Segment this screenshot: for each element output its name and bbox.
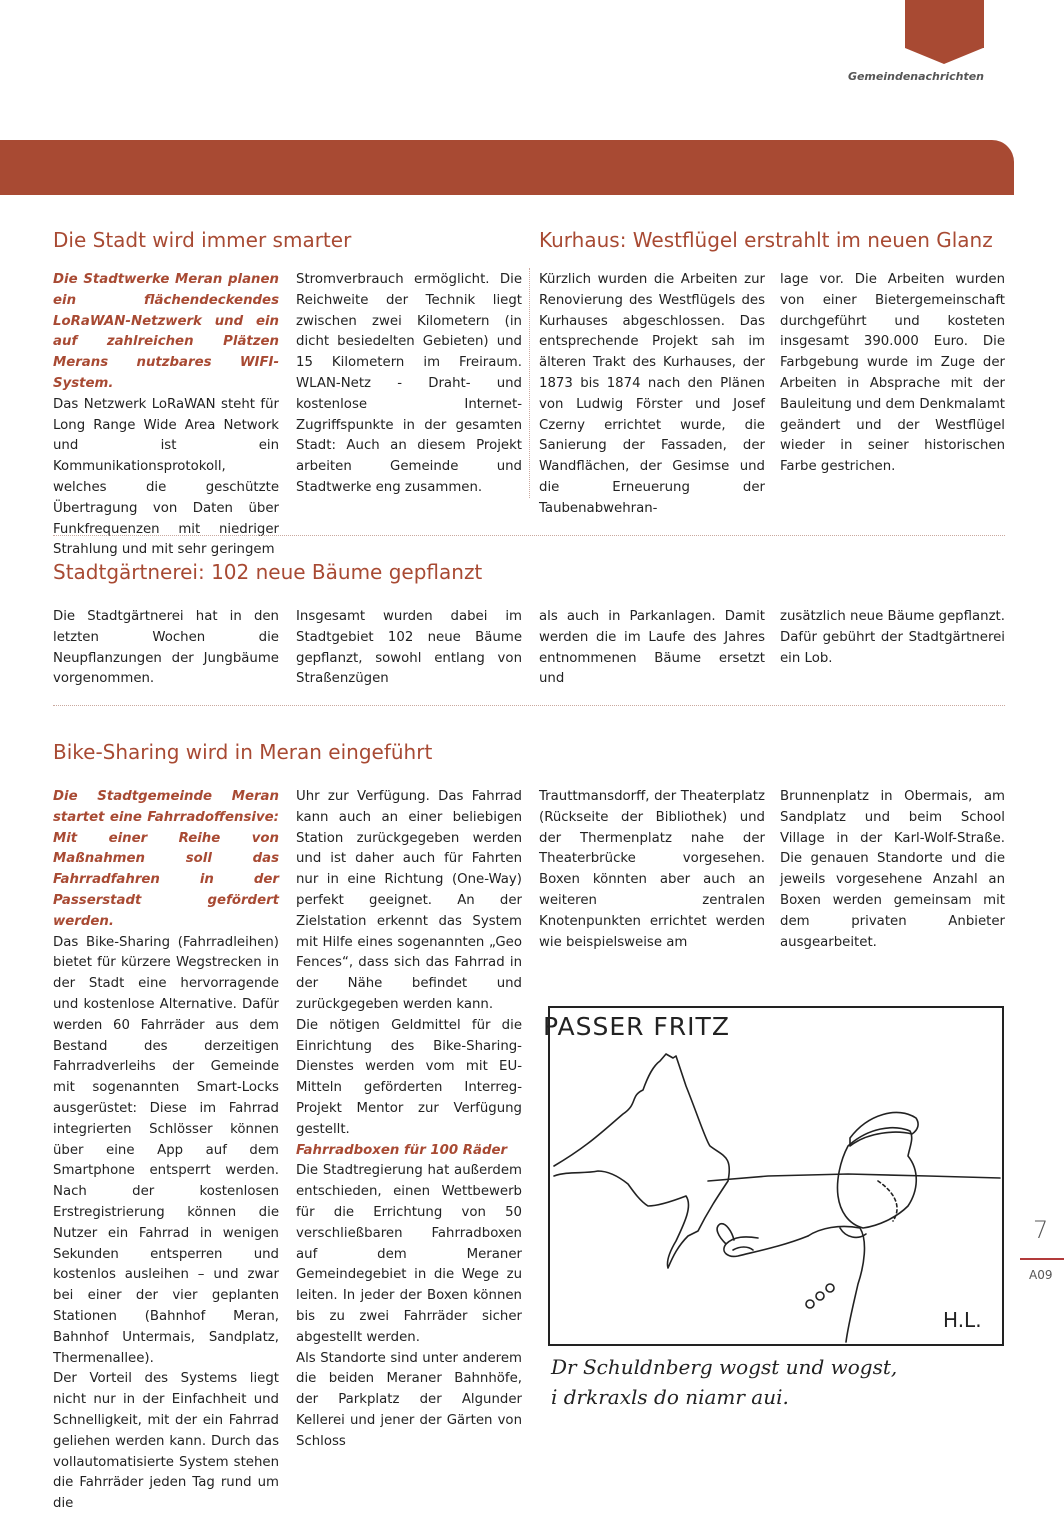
cartoon-title: PASSER FRITZ [543,1012,730,1041]
stadtgaertnerei-col-2 [296,607,522,690]
stadtgaertnerei-col-3 [539,607,765,690]
smart-city-lead: Die Stadtwerke Meran planen ein flächendeckendes LoRaWAN-Netzwerk und ein auf zahlreichen Plätzen Merans nutzbares WIFI-System. [53,272,279,391]
bike-sharing-col4: Brunnenplatz in Obermais, am Sandplatz und beim School Village in der Karl-Wolf-Straße. Die genauen Standorte und die jeweils vorgesehene Anzahl an Boxen werden gemeinsam mit dem privaten Anbieter ausgearbeitet. [780,789,1005,950]
bike-sharing-title: Bike-Sharing wird in Meran eingeführt [53,740,433,764]
man-cap [850,1112,918,1146]
man-arm [724,1236,808,1256]
page-rule [1020,1258,1064,1260]
cartoon-caption [551,1352,897,1412]
bike-sharing-col1-p2: Der Vorteil des Systems liegt nicht nur in der Einfachheit und Schnelligkeit, mit der ein Fahrrad geliehen werden kann. Durch das vollautomatisierte System stehen die Fahrräder jeden Tag rund um die [53,1371,279,1512]
section-tab [905,0,984,48]
bike-sharing-subhead: Fahrradboxen für 100 Räder [296,1142,508,1158]
section-label: Gemeindenachrichten [847,70,984,83]
kurhaus-title: Kurhaus: Westflügel erstrahlt im neuen Glanz [539,228,993,252]
smart-city-body-1: Das Netzwerk LoRaWAN steht für Long Range Wide Area Network und ist ein Kommunikationsprotokoll, welches die geschützte Übertragung von Daten über Funkfrequenzen mit niedriger Strahlung und mit sehr geringem [53,396,279,558]
man-body [808,1226,864,1342]
bike-sharing-col-1 [53,787,279,1515]
cartoon-signature: H.L. [943,1308,982,1332]
button-3 [826,1284,834,1292]
bike-sharing-col1-p1: Das Bike-Sharing (Fahrradleihen) bietet für kürzere Wegstrecken in der Stadt eine hervorragende und kostenlose Alternative. Dafür werden 60 Fahrräder aus dem Bestand des derzeitigen Fahrradverleihs der Gemeinde mit sogenannten Smart-Locks ausgerüstet: Diese im Fahrrad integrierten Schlösser können über eine App auf dem Smartphone entsperrt werden. Nach der kostenlosen Erstregistrierung können die Nutzer ein Fahrrad in wenigen Sekunden entsperren und kostenlos ausleihen – und zwar bei einer der vier geplanten Stationen (Bahnhof Meran, Bahnhof Untermais, Sandplatz, Thermenallee). [53,934,279,1366]
horizon-line [708,1174,1000,1181]
caption-line-2: i drkraxls do niamr aui. [551,1385,789,1409]
man-beard [878,1181,897,1221]
cartoon-illustration [548,1006,1004,1346]
bike-sharing-col2-p1: Uhr zur Verfügung. Das Fahrrad kann auch an einer beliebigen Station zurückgegeben werden und ist daher auch für Fahrten nur in eine Richtung (One-Way) perfekt geeignet. An der Zielstation erkennt das System mit Hilfe eines sogenannten „Geo Fences“, dass sich das Fahrrad in der Nähe befindet und zurückgegeben werden kann. [296,789,522,1012]
stadtgaertnerei-col-4 [780,607,1005,669]
smart-city-title: Die Stadt wird immer smarter [53,228,352,252]
bike-sharing-col-4 [780,787,1005,953]
page-number: 7 [1033,1216,1049,1244]
mountain-outline [554,1054,729,1268]
smart-city-body-2: Stromverbrauch ermöglicht. Die Reichweite der Technik liegt zwischen zwei Kilometern (in dicht besiedelten Gebieten) und 15 Kilometern im Freiraum. WLAN-Netz - Draht- und kostenlose Internet-Zugriffspunkte in der gesamten Stadt: Auch an diesem Projekt arbeiten Gemeinde und Stadtwerke eng zusammen. [296,272,522,495]
bike-sharing-lead: Die Stadtgemeinde Meran startet eine Fahrradoffensive: Mit einer Reihe von Maßnahmen soll das Fahrradfahren in der Passerstadt gefördert werden. [53,789,279,929]
smart-city-col-2 [296,270,522,499]
kurhaus-body-1: Kürzlich wurden die Arbeiten zur Renovierung des Westflügels des Kurhauses abgeschlossen. Das entsprechende Projekt sah im älteren Trakt des Kurhauses, der 1873 bis 1874 nach den Plänen von Ludwig Förster und Josef Czerny errichtet wurde, die Sanierung der Fassaden, der Wandflächen, der Gesimse und die Erneuerung der Taubenabwehran- [539,272,765,516]
stadtgaertnerei-col-1 [53,607,279,690]
stadtgaertnerei-body-2: Insgesamt wurden dabei im Stadtgebiet 102 neue Bäume gepflanzt, sowohl entlang von Straßenzügen [296,609,522,687]
kurhaus-col-1 [539,270,765,520]
kurhaus-col-2 [780,270,1005,478]
smart-city-col-1 [53,270,279,561]
caption-line-1: Dr Schuldnberg wogst und wogst, [551,1355,898,1379]
button-2 [816,1292,824,1300]
section-divider-2 [53,705,1005,706]
stadtgaertnerei-body-3: als auch in Parkanlagen. Damit werden die im Laufe des Jahres entnommenen Bäume ersetzt und [539,609,765,687]
bike-sharing-col3: Trauttmansdorff, der Theaterplatz (Rückseite der Bibliothek) und der Thermenplatz nahe der Theaterbrücke vorgesehen. Boxen könnten aber auch an weiteren zentralen Knotenpunkten errichtet werden wie beispielsweise am [539,789,765,950]
bike-sharing-col2-p4: Als Standorte sind unter anderem die beiden Meraner Bahnhöfe, der Parkplatz der Algunder Kellerei und jener der Gärten von Schloss [296,1350,522,1449]
header-band [0,140,1014,195]
bike-sharing-col2-p3: Die Stadtregierung hat außerdem entschieden, einen Wettbewerb für die Errichtung von 50 verschließbaren Fahrradboxen auf dem Meraner Gemeindegebiet in die Wege zu leiten. In jeder der Boxen können bis zu zwei Fahrräder sicher abgestellt werden. [296,1163,522,1345]
bike-sharing-col-3 [539,787,765,953]
stadtgaertnerei-title: Stadtgärtnerei: 102 neue Bäume gepflanzt [53,560,483,584]
column-divider [529,268,530,498]
bike-sharing-col-2 [296,787,522,1453]
page-code: A09 [1029,1268,1053,1282]
stadtgaertnerei-body-4: zusätzlich neue Bäume gepflanzt. Dafür gebührt der Stadtgärtnerei ein Lob. [780,609,1005,666]
kurhaus-body-2: lage vor. Die Arbeiten wurden von einer Bietergemeinschaft durchgeführt und kosteten insgesamt 390.000 Euro. Die Farbgebung wurde im Zuge der Arbeiten in Absprache mit der Bauleitung und dem Denkmalamt geändert und der Westflügel wieder in seiner historischen Farbe gestrichen. [780,272,1005,475]
section-divider-1 [53,535,1005,536]
button-1 [806,1300,814,1308]
bike-sharing-col2-p2: Die nötigen Geldmittel für die Einrichtung des Bike-Sharing-Dienstes werden vom mit EU-Mitteln geförderten Interreg-Projekt Mentor zur Verfügung gestellt. [296,1017,522,1137]
stadtgaertnerei-body-1: Die Stadtgärtnerei hat in den letzten Wochen die Neupflanzungen der Jungbäume vorgenommen. [53,609,279,687]
